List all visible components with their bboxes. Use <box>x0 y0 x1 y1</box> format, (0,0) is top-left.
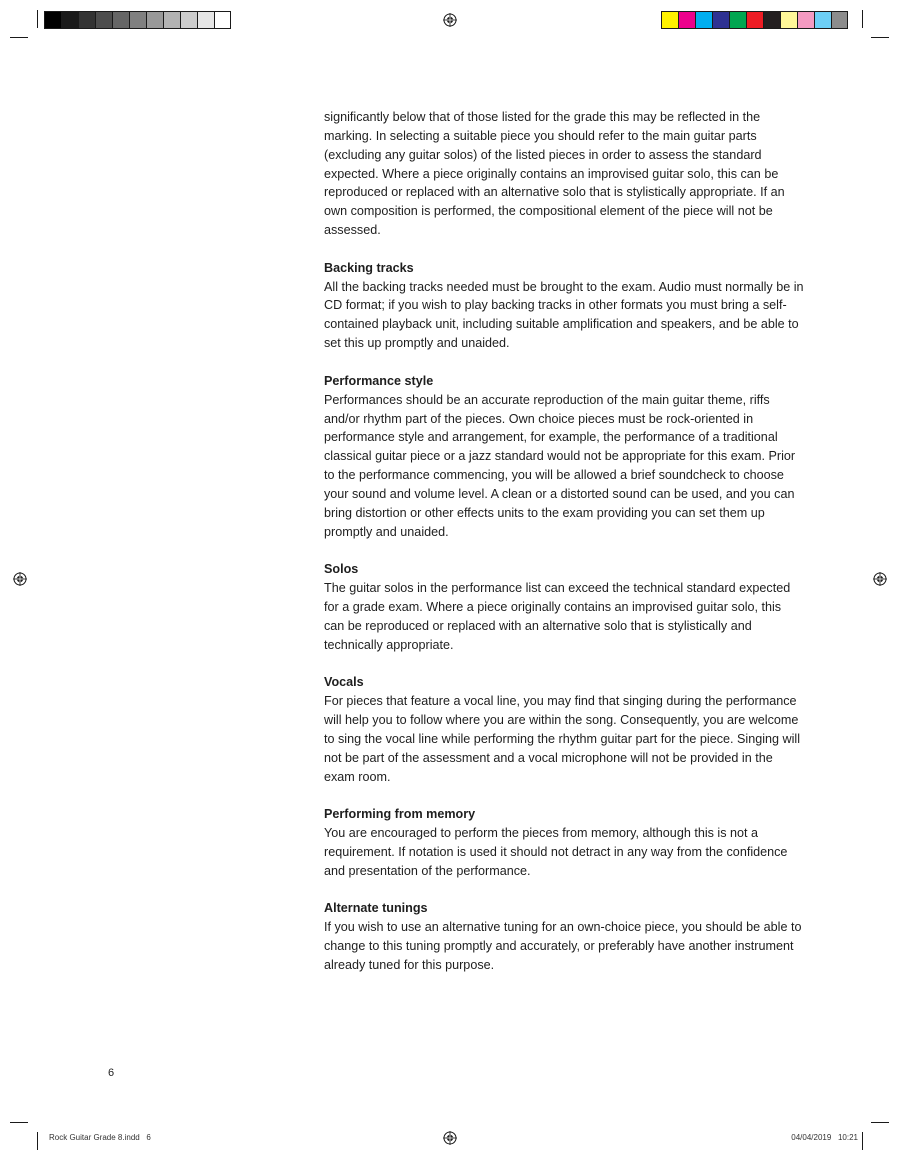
crop-mark <box>862 10 863 28</box>
color-swatch <box>695 11 712 29</box>
section-text: The guitar solos in the performance list can exceed the technical standard expected for a grade exam. Where a piece originally contains an improvised guitar solo, this can be reproduced or replaced with an alternative solo that is stylistically and technically appropriate. <box>324 581 791 652</box>
registration-mark-icon <box>443 13 457 27</box>
section-heading: Vocals <box>324 675 364 690</box>
color-swatch <box>763 11 780 29</box>
color-swatch <box>112 11 129 29</box>
color-swatch <box>797 11 814 29</box>
section-heading: Performing from memory <box>324 807 476 822</box>
color-swatch <box>129 11 146 29</box>
section-heading: Performance style <box>324 373 434 388</box>
color-swatch <box>78 11 95 29</box>
color-swatch <box>197 11 214 29</box>
color-swatch <box>44 11 61 29</box>
page-number: 6 <box>108 1067 115 1079</box>
section-heading: Backing tracks <box>324 260 414 275</box>
section-backing-tracks <box>324 259 804 353</box>
section-heading: Alternate tunings <box>324 901 428 916</box>
crop-mark <box>10 1122 28 1123</box>
section-performing-from-memory <box>324 805 804 880</box>
process-color-bar <box>661 11 848 29</box>
crop-mark <box>871 1122 889 1123</box>
slug-filename: Rock Guitar Grade 8.indd 6 <box>49 1133 151 1142</box>
color-swatch <box>814 11 831 29</box>
crop-mark <box>10 37 28 38</box>
section-performance-style <box>324 372 804 542</box>
section-text: All the backing tracks needed must be brought to the exam. Audio must normally be in CD format; if you wish to play backing tracks in other formats you must bring a self-contained playback unit, including suitable amplification and speakers, and be able to set this up promptly and unaided. <box>324 279 804 351</box>
color-swatch <box>678 11 695 29</box>
color-swatch <box>214 11 231 29</box>
crop-mark <box>862 1132 863 1150</box>
registration-mark-icon <box>873 572 887 586</box>
crop-mark <box>871 37 889 38</box>
section-vocals <box>324 673 804 786</box>
crop-mark <box>37 10 38 28</box>
intro-paragraph: significantly below that of those listed for the grade this may be reflected in the marking. In selecting a suitable piece you should refer to the main guitar parts (excluding any guitar solos) of the listed pieces in order to assess the standard expected. Where a piece originally contains an improvised guitar solo, this can be reproduced or replaced with an alternative solo that is stylistically appropriate. If an own composition is performed, the compositional element of the piece will not be assessed. <box>324 110 785 238</box>
color-swatch <box>95 11 112 29</box>
body-text <box>324 108 804 994</box>
color-swatch <box>661 11 678 29</box>
color-swatch <box>831 11 848 29</box>
section-text: If you wish to use an alternative tuning for an own-choice piece, you should be able to change to this tuning promptly and accurately, or preferably have another instrument already tuned for this purpose. <box>324 920 802 972</box>
section-text: Performances should be an accurate reproduction of the main guitar theme, riffs and/or rhythm part of the pieces. Own choice pieces must be rock-oriented in performance style and arrangement, for example, the performance of a traditional classical guitar piece or a jazz standard would not be appropriate for this exam. Prior to the performance commencing, you will be allowed a brief soundcheck to choose your sound and volume level. A clean or a distorted sound can be used, and you can bring distortion or other effects units to the exam providing you can set them up promptly and unaided. <box>324 392 796 539</box>
section-text: For pieces that feature a vocal line, you may find that singing during the performance will help you to follow where you are within the song. Consequently, you are welcome to sing the vocal line while performing the rhythm guitar part for the piece. Singing will not be part of the assessment and a vocal microphone will not be provided in the exam room. <box>324 694 801 784</box>
section-text: You are encouraged to perform the pieces from memory, although this is not a requirement. If notation is used it should not detract in any way from the confidence and presentation of the performance. <box>324 826 788 878</box>
color-swatch <box>746 11 763 29</box>
grayscale-color-bar <box>44 11 231 29</box>
section-alternate-tunings <box>324 899 804 974</box>
registration-mark-icon <box>443 1131 457 1145</box>
color-swatch <box>712 11 729 29</box>
color-swatch <box>180 11 197 29</box>
color-swatch <box>163 11 180 29</box>
color-swatch <box>780 11 797 29</box>
slug-datetime: 04/04/2019 10:21 <box>791 1133 858 1142</box>
color-swatch <box>146 11 163 29</box>
registration-mark-icon <box>13 572 27 586</box>
section-solos <box>324 560 804 654</box>
crop-mark <box>37 1132 38 1150</box>
color-swatch <box>61 11 78 29</box>
color-swatch <box>729 11 746 29</box>
section-heading: Solos <box>324 562 359 577</box>
